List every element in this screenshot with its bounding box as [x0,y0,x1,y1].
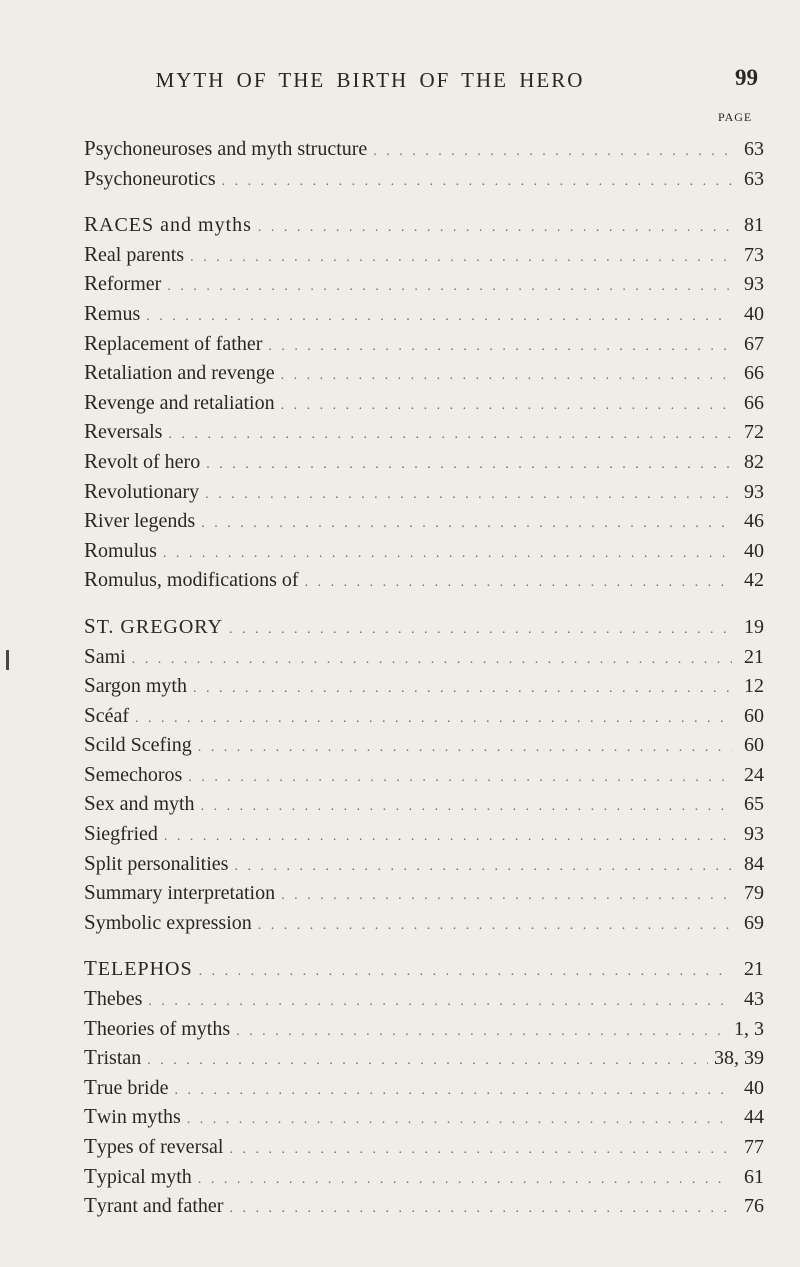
dot-leader [305,575,732,591]
dot-leader [281,368,732,384]
entry-pages: 19 [744,615,764,638]
index-entry [0,1016,764,1046]
entry-term: River legends [84,508,196,533]
entry-term: ST. GREGORY [84,613,223,638]
entry-term: Retaliation and revenge [84,360,275,385]
entry-pages: 40 [744,302,764,325]
index-entry [0,880,764,910]
index-entry [0,301,764,331]
entry-term: Summary interpretation [84,880,276,905]
entry-pages: 67 [744,332,764,355]
entry-term: Romulus [84,537,157,562]
entry-term: Semechoros [84,761,183,786]
dot-leader [268,339,732,355]
dot-leader [187,1112,732,1128]
dot-leader [148,994,732,1010]
dot-leader [229,1142,732,1158]
index-entry [0,136,764,166]
entry-term: Sargon myth [84,673,187,698]
index-entry [0,390,764,420]
entry-pages: 93 [744,480,764,503]
entry-pages: 93 [744,273,764,296]
entry-term: Typical myth [84,1163,192,1188]
dot-leader [198,740,732,756]
entry-term: Romulus, modifications of [84,567,299,592]
entry-term: Revenge and retaliation [84,389,275,414]
entry-term: Reversals [84,419,163,444]
page-column-label: PAGE [718,110,753,124]
entry-pages: 63 [744,167,764,190]
entry-pages: 24 [744,763,764,786]
entry-pages: 40 [744,539,764,562]
dot-leader [193,681,732,697]
entry-term: Tristan [84,1045,142,1070]
index-group-t [0,956,800,1222]
dot-leader [146,309,732,325]
entry-pages: 82 [744,450,764,473]
index-entry [0,479,764,509]
index-entry [0,212,764,242]
entry-pages: 93 [744,823,764,846]
index-entry [0,956,764,986]
dot-leader [132,652,732,668]
entry-term: Siegfried [84,821,158,846]
entry-term: TELEPHOS [84,956,193,981]
index-group-p [0,136,800,195]
index-entry [0,1164,764,1194]
index-entry [0,791,764,821]
page-header [0,65,800,108]
dot-leader [174,1083,732,1099]
entry-pages: 60 [744,704,764,727]
dot-leader [188,770,732,786]
entry-term: Reformer [84,271,162,296]
entry-term: Revolt of hero [84,448,201,473]
entry-pages: 43 [744,988,764,1011]
entry-pages: 79 [744,882,764,905]
dot-leader [190,250,732,266]
entry-term: Theories of myths [84,1015,231,1040]
entry-pages: 1, 3 [734,1017,764,1040]
index-entry [0,821,764,851]
index-list [0,136,800,1240]
entry-term: Real parents [84,241,185,266]
entry-term: Scild Scefing [84,732,192,757]
index-entry [0,732,764,762]
dot-leader [205,487,732,503]
entry-pages: 60 [744,734,764,757]
entry-term: Psychoneuroses and myth structure [84,136,368,160]
dot-leader [222,174,732,190]
index-entry [0,673,764,703]
entry-pages: 69 [744,911,764,934]
running-head: MYTH OF THE BIRTH OF THE HERO [155,68,585,92]
dot-leader [198,1172,732,1188]
entry-term: Replacement of father [84,330,263,355]
dot-leader [229,1201,732,1217]
entry-pages: 61 [744,1165,764,1188]
dot-leader [168,427,732,443]
index-entry [0,242,764,272]
entry-pages: 66 [744,362,764,385]
index-entry [0,1075,764,1105]
index-entry [0,762,764,792]
entry-pages: 42 [744,569,764,592]
entry-term: RACES and myths [84,212,252,237]
dot-leader [163,546,732,562]
index-entry [0,419,764,449]
entry-term: Psychoneurotics [84,165,216,190]
entry-pages: 81 [744,214,764,237]
dot-leader [206,457,732,473]
dot-leader [236,1024,728,1040]
dot-leader [147,1053,708,1069]
entry-pages: 12 [744,675,764,698]
index-entry [0,703,764,733]
index-group-r [0,212,800,597]
entry-pages: 46 [744,510,764,533]
index-entry [0,910,764,940]
entry-pages: 44 [744,1106,764,1129]
entry-term: Remus [84,300,141,325]
index-entry [0,538,764,568]
index-entry [0,1193,764,1223]
entry-pages: 63 [744,138,764,160]
entry-term: True bride [84,1074,169,1099]
index-group-s [0,614,800,940]
entry-term: Symbolic expression [84,909,252,934]
dot-leader [164,829,732,845]
dot-leader [373,144,732,160]
entry-term: Sex and myth [84,791,195,816]
index-entry [0,508,764,538]
index-entry [0,331,764,361]
index-entry [0,644,764,674]
dot-leader [234,859,732,875]
dot-leader [167,279,732,295]
dot-leader [201,799,732,815]
index-entry [0,986,764,1016]
entry-pages: 66 [744,391,764,414]
entry-pages: 84 [744,852,764,875]
entry-pages: 65 [744,793,764,816]
index-entry [0,851,764,881]
index-entry [0,1134,764,1164]
entry-pages: 73 [744,243,764,266]
entry-term: Thebes [84,986,143,1011]
index-entry [0,614,764,644]
index-entry [0,271,764,301]
index-entry [0,1104,764,1134]
index-entry [0,360,764,390]
index-entry [0,449,764,479]
entry-term: Split personalities [84,850,229,875]
index-entry [0,567,764,597]
entry-term: Revolutionary [84,478,200,503]
entry-term: Sami [84,643,126,668]
entry-term: Tyrant and father [84,1193,224,1218]
entry-term: Twin myths [84,1104,181,1129]
entry-pages: 38, 39 [714,1047,764,1070]
entry-pages: 21 [744,958,764,981]
entry-term: Scéaf [84,702,129,727]
dot-leader [281,398,732,414]
dot-leader [258,220,732,236]
entry-pages: 40 [744,1076,764,1099]
dot-leader [199,964,732,980]
dot-leader [229,622,732,638]
dot-leader [201,516,732,532]
index-entry [0,166,764,196]
page-number: 99 [735,65,758,90]
entry-term: Types of reversal [84,1134,224,1158]
index-entry [0,1045,764,1075]
dot-leader [281,888,732,904]
dot-leader [258,918,732,934]
entry-pages: 76 [744,1195,764,1218]
entry-pages: 72 [744,421,764,444]
entry-pages: 77 [744,1136,764,1158]
dot-leader [135,711,732,727]
entry-pages: 21 [744,645,764,668]
